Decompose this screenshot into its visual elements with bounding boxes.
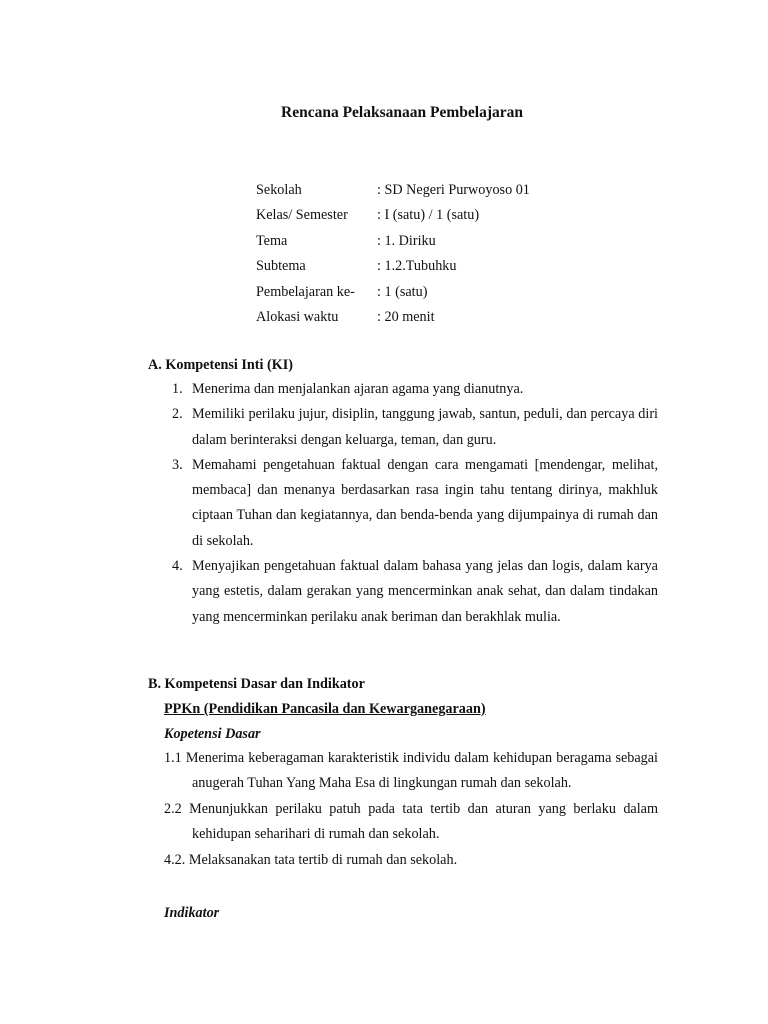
info-row-tema (256, 232, 530, 257)
info-value: : I (satu) / 1 (satu) (377, 207, 480, 224)
info-row-kelas (256, 206, 530, 231)
info-value: : 1. Diriku (377, 232, 436, 249)
info-label: Subtema (256, 258, 306, 275)
info-row-subtema (256, 257, 530, 282)
ki-list (172, 377, 658, 630)
list-item: 2.2 Menunjukkan perilaku patuh pada tata tertib dan aturan yang berlaku dalam kehidupan seharihari di rumah dan sekolah. (164, 800, 658, 843)
info-value: : SD Negeri Purwoyoso 01 (377, 182, 530, 198)
info-row-sekolah (256, 181, 530, 206)
info-value: : 1.2.Tubuhku (377, 258, 457, 275)
list-text: Menyajikan pengetahuan faktual dalam bahasa yang jelas dan logis, dalam karya yang estetis, dalam gerakan yang mencerminkan anak sehat, dan dalam tindakan yang mencerminkan perilaku anak beriman dan berakhlak mulia. (192, 558, 658, 625)
kd-label: Kopetensi Dasar (164, 726, 261, 742)
section-heading-a: A. Kompetensi Inti (KI) (148, 357, 294, 373)
info-value: : 1 (satu) (377, 283, 428, 300)
list-item (172, 554, 658, 630)
list-text: Memiliki perilaku jujur, disiplin, tanggung jawab, santun, peduli, dan percaya diri dalam berinteraksi dengan keluarga, teman, dan guru. (192, 406, 658, 448)
page-title: Rencana Pelaksanaan Pembelajaran (281, 104, 523, 121)
list-text: Menerima dan menjalankan ajaran agama yang dianutnya. (192, 381, 524, 397)
info-label: Kelas/ Semester (256, 207, 348, 224)
info-row-pembelajaran (256, 283, 530, 308)
identity-table (256, 181, 530, 333)
info-row-alokasi (256, 308, 530, 333)
list-item: 1.1 Menerima keberagaman karakteristik individu dalam kehidupan beragama sebagai anugerah Tuhan Yang Maha Esa di lingkungan rumah dan sekolah. (164, 750, 658, 792)
list-number: 2. (172, 406, 183, 423)
info-value: : 20 menit (377, 308, 435, 325)
info-label: Tema (256, 232, 288, 249)
list-item (172, 402, 658, 453)
list-number: 3. (172, 456, 183, 473)
list-number: 4. (172, 558, 183, 575)
list-text: Memahami pengetahuan faktual dengan cara mengamati [mendengar, melihat, membaca] dan menanya berdasarkan rasa ingin tahu tentang dirinya, makhluk ciptaan Tuhan dan kegiatannya, dan benda-benda yang dijumpainya di rumah dan di sekolah. (192, 456, 658, 549)
indicator-label: Indikator (164, 905, 220, 921)
kd-list (164, 746, 658, 873)
list-number: 1. (172, 381, 183, 397)
info-label: Pembelajaran ke- (256, 283, 355, 300)
subject-heading: PPKn (Pendidikan Pancasila dan Kewarganegaraan) (164, 701, 486, 717)
info-label: Alokasi waktu (256, 308, 339, 325)
list-item (172, 453, 658, 554)
list-item: 4.2. Melaksanakan tata tertib di rumah dan sekolah. (164, 851, 458, 868)
section-heading-b: B. Kompetensi Dasar dan Indikator (148, 676, 365, 692)
info-label: Sekolah (256, 182, 302, 198)
list-item (172, 377, 658, 402)
